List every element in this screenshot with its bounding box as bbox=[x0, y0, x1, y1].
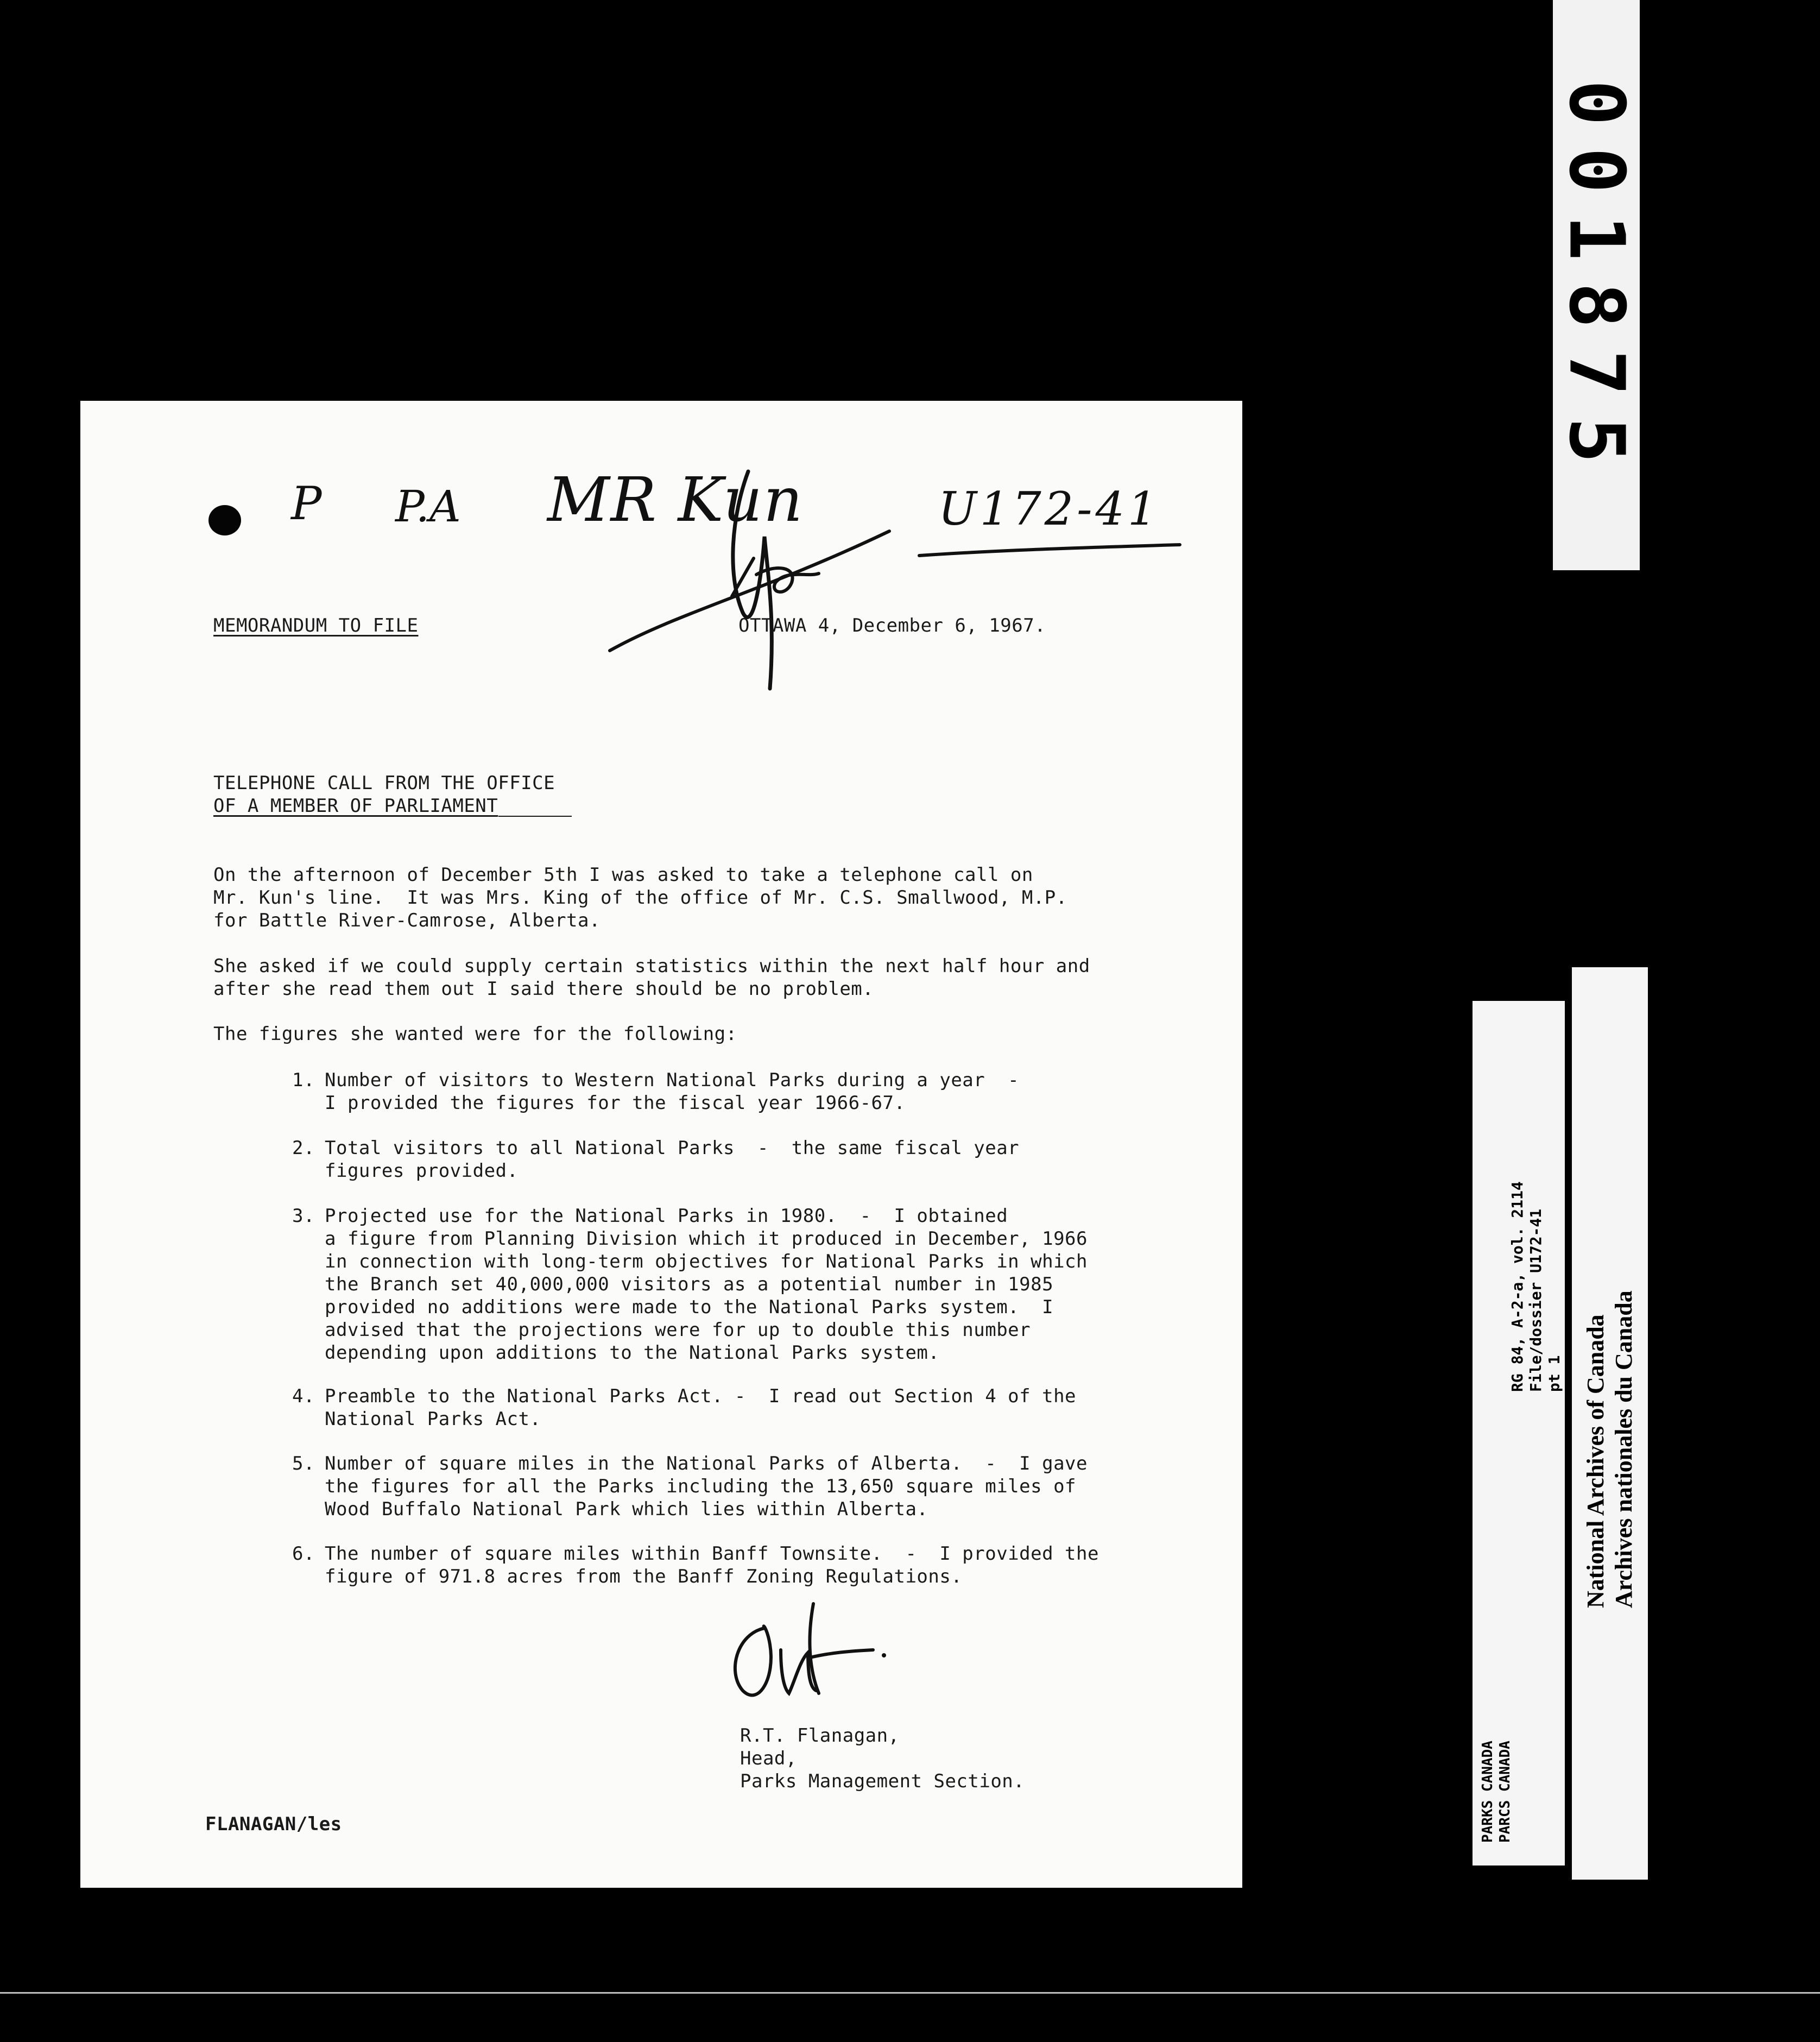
list-item-line: Wood Buffalo National Park which lies within Alberta. bbox=[325, 1498, 928, 1520]
list-item-line: the figures for all the Parks including the 13,650 square miles of bbox=[325, 1476, 1077, 1497]
list-item-line: figure of 971.8 acres from the Banff Zoning Regulations. bbox=[325, 1566, 963, 1587]
file-number-handwritten: U172-41 bbox=[938, 482, 1160, 535]
list-item-number: 2. bbox=[292, 1137, 315, 1159]
list-item-number: 6. bbox=[292, 1543, 315, 1565]
paragraph-line: She asked if we could supply certain statistics within the next half hour and bbox=[213, 955, 1090, 977]
list-item-line: in connection with long-term objectives for National Parks in which bbox=[325, 1251, 1088, 1272]
list-item-number: 3. bbox=[292, 1205, 315, 1227]
list-item-line: I provided the figures for the fiscal year 1966-67. bbox=[325, 1092, 906, 1114]
list-item-number: 5. bbox=[292, 1453, 315, 1474]
archives-name-fr: Archives nationales du Canada bbox=[1610, 1290, 1637, 1608]
list-item-line: National Parks Act. bbox=[325, 1408, 541, 1430]
paragraph-2 bbox=[213, 955, 1090, 1000]
ink-blot bbox=[205, 499, 249, 542]
parks-canada-fr: PARCS CANADA bbox=[1497, 1741, 1513, 1843]
list-item-line: Number of square miles in the National Parks of Alberta. - I gave bbox=[325, 1453, 1088, 1474]
archival-reference-line-2: File/dossier U172-41 bbox=[1527, 1208, 1545, 1392]
archives-label bbox=[1582, 1290, 1638, 1608]
handwritten-pa: P.A bbox=[395, 481, 461, 532]
archives-label-card bbox=[1572, 967, 1648, 1880]
list-item-line: advised that the projections were for up to double this number bbox=[325, 1319, 1031, 1341]
archives-name-en: National Archives of Canada bbox=[1582, 1314, 1609, 1608]
subject-line-1: TELEPHONE CALL FROM THE OFFICE bbox=[213, 772, 555, 794]
archival-reference-line-3: pt 1 bbox=[1545, 1355, 1563, 1392]
list-item-line: Total visitors to all National Parks - the same fiscal year bbox=[325, 1137, 1020, 1159]
handwritten-p: P bbox=[291, 477, 322, 530]
handwritten-signature bbox=[726, 1601, 889, 1710]
film-edge-line bbox=[0, 1992, 1820, 1994]
file-number-underline bbox=[917, 539, 1183, 561]
reference-initials: FLANAGAN/les bbox=[205, 1813, 342, 1835]
paragraph-line: for Battle River-Camrose, Alberta. bbox=[213, 910, 601, 931]
memo-heading: MEMORANDUM TO FILE bbox=[213, 615, 419, 636]
list-item-line: Preamble to the National Parks Act. - I read out Section 4 of the bbox=[325, 1385, 1077, 1407]
archival-reference bbox=[1508, 1181, 1564, 1392]
parks-canada-en: PARKS CANADA bbox=[1480, 1741, 1496, 1843]
paragraph-1 bbox=[213, 864, 1067, 932]
list-item-line: figures provided. bbox=[325, 1160, 519, 1182]
paragraph-line: The figures she wanted were for the following: bbox=[213, 1023, 737, 1045]
subject-line-2: OF A MEMBER OF PARLIAMENT bbox=[213, 795, 498, 817]
handwritten-initials bbox=[569, 433, 906, 689]
list-item-line: Number of visitors to Western National Parks during a year - bbox=[325, 1069, 1020, 1091]
memo-page bbox=[80, 401, 1242, 1888]
paragraph-line: On the afternoon of December 5th I was asked to take a telephone call on bbox=[213, 864, 1033, 886]
paragraph-3 bbox=[213, 1023, 737, 1045]
list-item-line: a figure from Planning Division which it produced in December, 1966 bbox=[325, 1228, 1088, 1250]
reference-label-card bbox=[1473, 1001, 1565, 1865]
list-item-line: The number of square miles within Banff Townsite. - I provided the bbox=[325, 1543, 1099, 1565]
list-item-line: provided no additions were made to the National Parks system. I bbox=[325, 1296, 1054, 1318]
list-item-number: 1. bbox=[292, 1069, 315, 1091]
list-item-number: 4. bbox=[292, 1385, 315, 1407]
archival-reference-line-1: RG 84, A-2-a, vol. 2114 bbox=[1508, 1181, 1526, 1392]
frame-number-strip bbox=[1553, 0, 1640, 570]
list-item-line: depending upon additions to the National Parks system. bbox=[325, 1342, 940, 1364]
frame-number: 001875 bbox=[1552, 80, 1641, 485]
paragraph-line: after she read them out I said there should be no problem. bbox=[213, 978, 874, 1000]
paragraph-line: Mr. Kun's line. It was Mrs. King of the office of Mr. C.S. Smallwood, M.P. bbox=[213, 887, 1067, 909]
signatory-name: R.T. Flanagan, bbox=[740, 1725, 900, 1747]
subject-underline-extension bbox=[498, 815, 574, 818]
signatory-section: Parks Management Section. bbox=[740, 1770, 1025, 1792]
place-date: OTTAWA 4, December 6, 1967. bbox=[738, 615, 1046, 636]
parks-canada-label bbox=[1479, 1741, 1514, 1843]
list-item-line: the Branch set 40,000,000 visitors as a potential number in 1985 bbox=[325, 1274, 1054, 1295]
list-item-line: Projected use for the National Parks in 1980. - I obtained bbox=[325, 1205, 1008, 1227]
handwritten-name: MR Kun bbox=[547, 465, 804, 535]
signatory-title: Head, bbox=[740, 1748, 797, 1769]
